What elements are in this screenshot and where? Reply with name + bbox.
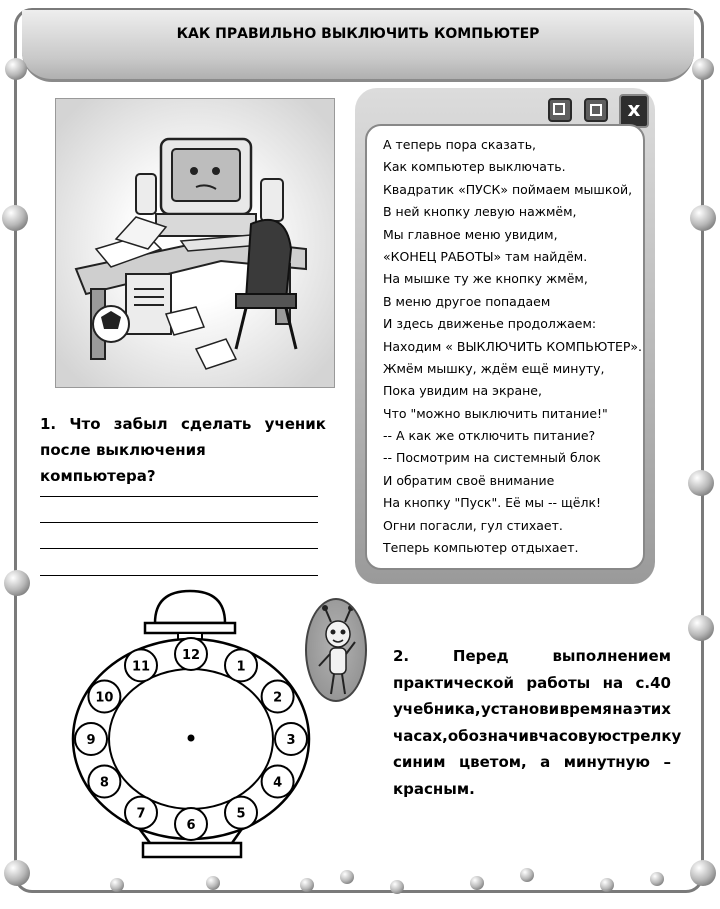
question-2-word: этих	[633, 700, 671, 718]
poem-line: Мы главное меню увидим,	[383, 226, 558, 242]
clock-number: 7	[136, 806, 146, 822]
poem-line: Как компьютер выключать.	[383, 159, 566, 175]
bead-decoration	[692, 58, 714, 80]
question-1-line-2: после выключения компьютера?	[40, 441, 206, 485]
question-2-word: работы	[526, 673, 591, 692]
question-1-word: забыл	[113, 415, 168, 433]
poem-line: На кнопку "Пуск". Её мы -- щёлк!	[383, 495, 602, 511]
question-1-word: ученик	[264, 415, 326, 433]
question-2-word: а	[540, 753, 551, 771]
question-2-word: с.40	[635, 673, 671, 692]
clock-number: 9	[86, 733, 96, 748]
bead-decoration	[690, 205, 716, 231]
poem-window	[355, 88, 655, 584]
question-1-word: Что	[69, 415, 101, 433]
poem-line: На мышке ту же кнопку жмём,	[383, 271, 588, 287]
question-2-word: часовую	[538, 726, 612, 745]
question-2-line	[393, 643, 671, 670]
clock-number: 5	[236, 806, 246, 822]
clock-number: 11	[131, 659, 151, 675]
poem-text	[383, 134, 649, 559]
answer-line[interactable]	[40, 522, 318, 523]
bead-decoration	[390, 880, 404, 894]
question-2-line	[393, 723, 682, 750]
clock-number: 12	[181, 648, 201, 663]
poem-line: «КОНЕЦ РАБОТЫ» там найдём.	[383, 248, 588, 264]
poem-line: И здесь движенье продолжаем:	[383, 316, 597, 332]
question-2-word: установи	[481, 700, 560, 718]
question-2-word: практической	[393, 673, 514, 692]
close-icon[interactable]: x	[619, 94, 649, 128]
clock-number: 8	[99, 775, 109, 791]
clock-number: 4	[273, 775, 283, 791]
bead-decoration	[688, 470, 714, 496]
question-2-word: 2.	[393, 647, 410, 665]
question-1	[40, 411, 326, 489]
poem-line: Находим « ВЫКЛЮЧИТЬ КОМПЬЮТЕР».	[383, 338, 643, 354]
poem-line: Жмём мышку, ждём ещё минуту,	[383, 360, 605, 376]
question-2-word: время	[559, 700, 612, 718]
clock-number: 10	[95, 690, 114, 706]
clock-number: 6	[186, 818, 196, 833]
question-2-word: на	[612, 700, 633, 718]
poem-line: В ней кнопку левую нажмём,	[383, 204, 577, 220]
bead-decoration	[520, 868, 534, 882]
bead-decoration	[650, 872, 664, 886]
answer-line[interactable]	[40, 548, 318, 549]
poem-line: Квадратик «ПУСК» поймаем мышкой,	[383, 181, 633, 197]
poem-line: Что "можно выключить питание!"	[383, 405, 608, 421]
restore-icon[interactable]	[548, 98, 572, 122]
bead-decoration	[206, 876, 220, 890]
question-2-line	[393, 749, 671, 776]
bead-decoration	[690, 860, 716, 886]
question-2	[393, 643, 682, 802]
bead-decoration	[600, 878, 614, 892]
title-banner	[22, 10, 694, 82]
question-2-word: красным.	[393, 779, 475, 798]
question-2-word: обозначив	[447, 726, 539, 745]
poem-line: -- Посмотрим на системный блок	[383, 450, 601, 466]
clock-stand	[143, 843, 241, 857]
poem-line: Теперь компьютер отдыхает.	[383, 540, 579, 556]
question-2-word: –	[663, 753, 671, 771]
question-2-word: на	[602, 673, 624, 692]
question-2-word: синим	[393, 753, 446, 771]
poem-line: Огни погасли, гул стихает.	[383, 517, 563, 533]
poem-line: -- А как же отключить питание?	[383, 428, 596, 444]
clock-bell	[155, 591, 225, 623]
bead-decoration	[4, 860, 30, 886]
question-2-word: цветом,	[458, 753, 527, 771]
bead-decoration	[5, 58, 27, 80]
clock-center	[188, 735, 195, 742]
computer-desk-illustration	[55, 98, 335, 388]
bead-decoration	[4, 570, 30, 596]
bead-decoration	[2, 205, 28, 231]
answer-line[interactable]	[40, 496, 318, 497]
poem-line: В меню другое попадаем	[383, 293, 551, 309]
poem-panel	[365, 124, 645, 570]
bead-decoration	[340, 870, 354, 884]
question-2-word: учебника,	[393, 700, 481, 718]
page-title: КАК ПРАВИЛЬНО ВЫКЛЮЧИТЬ КОМПЬЮТЕР	[176, 26, 540, 42]
clock-bell-base	[145, 623, 235, 633]
bead-decoration	[110, 878, 124, 892]
question-1-word: 1.	[40, 415, 57, 433]
bead-decoration	[688, 615, 714, 641]
answer-line[interactable]	[40, 575, 318, 576]
poem-line: И обратим своё внимание	[383, 472, 555, 488]
bead-decoration	[300, 878, 314, 892]
bead-decoration	[470, 876, 484, 890]
clock-number: 3	[286, 733, 296, 748]
question-2-word: Перед	[452, 647, 509, 665]
poem-line: А теперь пора сказать,	[383, 137, 537, 152]
poem-line: Пока увидим на экране,	[383, 383, 542, 399]
question-2-line	[393, 696, 671, 723]
computer-desk-drawing	[56, 99, 334, 387]
question-2-word: минутную	[563, 753, 651, 771]
maximize-icon[interactable]	[584, 98, 608, 122]
question-2-word: часах,	[393, 726, 448, 745]
question-2-line	[393, 670, 671, 697]
question-2-word: стрелку	[611, 726, 682, 745]
question-1-line-1	[40, 411, 326, 437]
question-2-word: выполнением	[552, 647, 671, 665]
question-1-word: сделать	[180, 415, 252, 433]
question-2-line	[393, 776, 671, 803]
clock-number: 2	[273, 690, 283, 706]
alarm-clock[interactable]	[60, 585, 325, 863]
clock-number: 1	[236, 659, 246, 675]
